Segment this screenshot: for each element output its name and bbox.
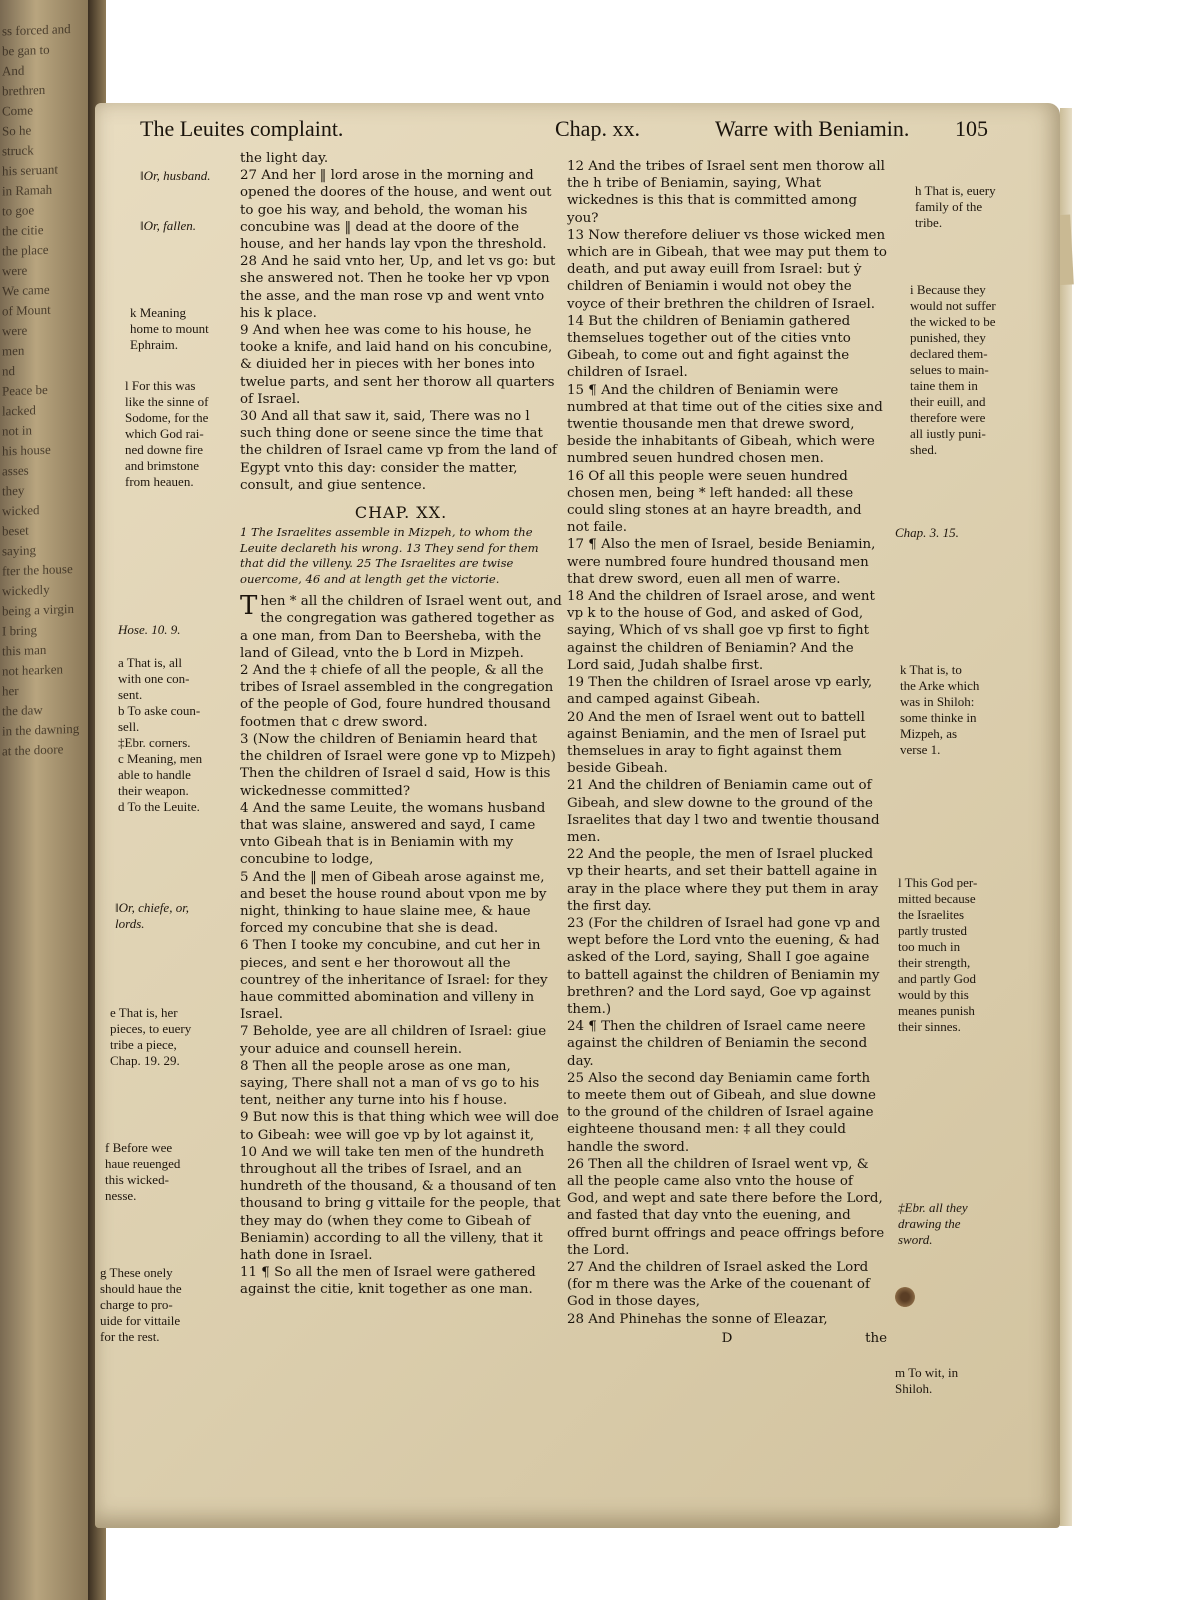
facing-page-text: ss forced and be gan to And brethren Come So he struck his seruant in Ramah to goe the citie the place were We came of Mount were men nd Peace be lacked not in his house asses they wicked beset saying fter the house wickedly being a virgin I bring this man not hearken her the daw in the dawning at the doore (2, 21, 80, 759)
verse-paragraph: 24 ¶ Then the children of Israel came neere against the children of Beniamin the second day. (567, 1019, 868, 1069)
verse-paragraph: 14 But the children of Beniamin gathered themselues together out of the cities vnto Gibeah, to come out and fight against the children of Israel. (567, 313, 851, 381)
margin-note: e That is, her pieces, to euery tribe a piece, Chap. 19. 29. (110, 1005, 192, 1068)
margin-note: i Because they would not suffer the wicked to be punished, they declared them- selues to main- taine them in their euill, and therefore were all iustly puni- shed. (910, 282, 996, 457)
margin-note: ‖Or, fallen. (140, 218, 197, 233)
verse-paragraph: 9 But now this is that thing which wee will doe to Gibeah: wee will goe vp by lot against it, (240, 1110, 559, 1143)
paper-stain (895, 1287, 915, 1307)
verse-paragraph: 2 And the ‡ chiefe of all the people, & all the tribes of Israel assembled in the congregation of the people of God, foure hundred thousand footmen that c drew sword. (240, 663, 554, 730)
verse-paragraph: 23 (For the children of Israel had gone vp and wept before the Lord vnto the euening, & had asked of the Lord, saying, Shall I goe againe to battell against the children of Beniamin my brethren? and the Lord sayd, Goe vp against them.) (567, 915, 881, 1017)
verse-paragraph: 20 And the men of Israel went out to battell against Beniamin, and the men of Israel put themselues in aray to fight against them beside Gibeah. (567, 709, 866, 777)
running-head-left: The Leuites complaint. (140, 116, 344, 141)
verse-paragraph: 27 And her ‖ lord arose in the morning and opened the doores of the house, and went out to goe his way, and behold, the woman his concubine was ‖ dead at the doore of the house, and her hands lay vpon the threshold. (240, 168, 552, 253)
chapter-heading: CHAP. XX. (354, 503, 448, 523)
margin-note: Hose. 10. 9. (118, 622, 181, 637)
margin-note: l For this was like the sinne of Sodome, for the which God rai- ned downe fire and brimstone from heauen. (125, 378, 209, 489)
verse-paragraph: 18 And the children of Israel arose, and went vp k to the house of God, and asked of God, saying, Which of vs shall goe vp first to fight against the children of Beniamin? And the Lord said, Judah shalbe first. (567, 589, 875, 673)
verse-paragraph: 8 Then all the people arose as one man, saying, There shall not a man of vs go to his tent, neither any turne into his f house. (240, 1058, 540, 1109)
signature-mark: D (721, 1330, 733, 1346)
page-edge (1060, 108, 1072, 1526)
text-column-middle (240, 150, 562, 1299)
verse-paragraph: 27 And the children of Israel asked the Lord (for m there was the Arke of the couenant of God in those dayes, (567, 1260, 870, 1310)
margin-note: l This God per- mitted because the Israelites partly trusted too much in their strength, and partly God would by this meanes punish their sinnes. (898, 875, 978, 1034)
verse-paragraph: 28 And Phinehas the sonne of Eleazar, (567, 1311, 828, 1327)
running-head-chapter: Chap. xx. (555, 116, 640, 141)
chapter-summary: 1 The Israelites assemble in Mizpeh, to whom the Leuite declareth his wrong. 13 They send for them that did the villeny. 25 The Israelites are twise ouercome, 46 and at length get the victorie. (240, 525, 539, 586)
verse-paragraph: 15 ¶ And the children of Beniamin were numbred at that time out of the cities sixe and twentie thousande men that drewe sword, beside the inhabitants of Gibeah, which were numbred seuen hundred chosen men. (567, 382, 883, 467)
verse-paragraph: 3 (Now the children of Beniamin heard that the children of Israel were gone vp to Mizpeh) Then the children of Israel d said, How is this wickednesse committed? (240, 731, 556, 799)
verse-paragraph: 28 And he said vnto her, Up, and let vs go: but she answered not. Then he tooke her vp vpon the asse, and the man rose vp and went vnto his k place. (240, 254, 556, 321)
verse-paragraph: 22 And the people, the men of Israel plucked vp their hearts, and set their battell againe in aray in the place where they put them in aray the first day. (567, 847, 879, 914)
verse-paragraph: 26 Then all the children of Israel went vp, & all the people came also vnto the house of God, and wept and sate there before the Lord, and fasted that day vnto the euening, and offred burnt offrings and peace offrings before the Lord. (567, 1156, 885, 1258)
verse-paragraph: 25 Also the second day Beniamin came forth to meete them out of Gibeah, and slue downe to the ground of the children of Israel againe eighteene thousand men: ‡ all they could handle the sword. (567, 1070, 876, 1155)
verse-paragraph: 17 ¶ Also the men of Israel, beside Beniamin, were numbred foure hundred thousand men that drew sword, euen all men of warre. (567, 537, 876, 587)
verse-paragraph: 19 Then the children of Israel arose vp early, and camped against Gibeah. (567, 675, 873, 708)
verse-text: hen * all the children of Israel went out, and the congregation was gathered together as a one man, from Dan to Beersheba, with the land of Gilead, vnto the b Lord in Mizpeh. (240, 594, 562, 661)
running-head-right: Warre with Beniamin. (715, 116, 910, 141)
margin-note: m To wit, in Shiloh. (895, 1365, 959, 1396)
margin-note: ‡Ebr. all they drawing the sword. (898, 1200, 968, 1247)
margin-note: f Before wee haue reuenged this wicked- nesse. (105, 1140, 181, 1203)
margin-note: ‖Or, husband. (140, 168, 211, 183)
verse-paragraph: 30 And all that saw it, said, There was no l such thing done or seene since the time that the children of Israel came vp from the land of Egypt vnto this day: consider the matter, consult, and giue sentence. (240, 409, 557, 493)
verse-paragraph: 12 And the tribes of Israel sent men thorow all the h tribe of Beniamin, saying, What wickednes is this that is committed among you? (567, 159, 885, 226)
verse-paragraph: 6 Then I tooke my concubine, and cut her in pieces, and sent e her thorowout all the countrey of the inheritance of Israel: for they haue committed abomination and villeny in Israel. (240, 938, 548, 1023)
margin-note: k That is, to the Arke which was in Shiloh: some thinke in Mizpeh, as verse 1. (900, 662, 980, 757)
verse-paragraph: 9 And when hee was come to his house, he tooke a knife, and laid hand on his concubine, & diuided her in pieces with her bones into twelue parts, and sent her thorow all quarters of Israel. (240, 323, 555, 407)
margin-note: Chap. 3. 15. (895, 525, 959, 540)
margin-note: ‖Or, chiefe, or, lords. (115, 900, 190, 931)
margin-note: h That is, euery family of the tribe. (915, 183, 996, 230)
catchword: the (865, 1331, 887, 1347)
verse-paragraph: 16 Of all this people were seuen hundred chosen men, being * left handed: all these could sling stones at an hayre breadth, and not faile. (567, 468, 862, 536)
verse-paragraph: 7 Beholde, yee are all children of Israel: giue your aduice and counsell herein. (240, 1024, 547, 1057)
verse-paragraph: 21 And the children of Beniamin came out of Gibeah, and slew downe to the ground of the Israelites that day l two and twentie thousand men. (567, 778, 880, 845)
margin-note: a That is, all with one con- sent. b To aske coun- sell. ‡Ebr. corners. c Meaning, men able to handle their weapon. d To the Leuite. (118, 655, 203, 814)
page-number: 105 (955, 116, 988, 141)
verse-paragraph: 11 ¶ So all the men of Israel were gathered against the citie, knit together as one man. (240, 1265, 536, 1298)
verse-paragraph: 10 And we will take ten men of the hundreth throughout all the tribes of Israel, and an hundreth of the thousand, & a thousand of ten thousand to bring g vittaile for the people, that they may do (when they come to Gibeah of Beniamin) according to all the villeny, that it hath done in Israel. (240, 1144, 561, 1263)
drop-initial: T (240, 591, 258, 622)
margin-note: k Meaning home to mount Ephraim. (130, 305, 209, 352)
verse-paragraph: 5 And the ‖ men of Gibeah arose against me, and beset the house round about vpon me by night, thinking to haue slaine mee, & haue forced my concubine that she is dead. (240, 869, 547, 937)
text-column-right (567, 158, 887, 1347)
verse-paragraph: the light day. (240, 151, 329, 166)
facing-page (0, 0, 90, 1600)
verse-paragraph: 4 And the same Leuite, the womans husband that was slaine, answered and sayd, I came vnto Gibeah that is in Beniamin with my concubine to lodge, (240, 800, 546, 868)
margin-note: g These onely should haue the charge to pro- uide for vittaile for the rest. (100, 1265, 182, 1344)
verse-paragraph: 13 Now therefore deliuer vs those wicked men which are in Gibeah, that wee may put them to death, and put away euill from Israel: but ẏ children of Beniamin i would not obey the voyce of their brethren the children of Israel. (567, 227, 887, 312)
verse-paragraph (240, 593, 562, 662)
running-head (140, 116, 1005, 152)
